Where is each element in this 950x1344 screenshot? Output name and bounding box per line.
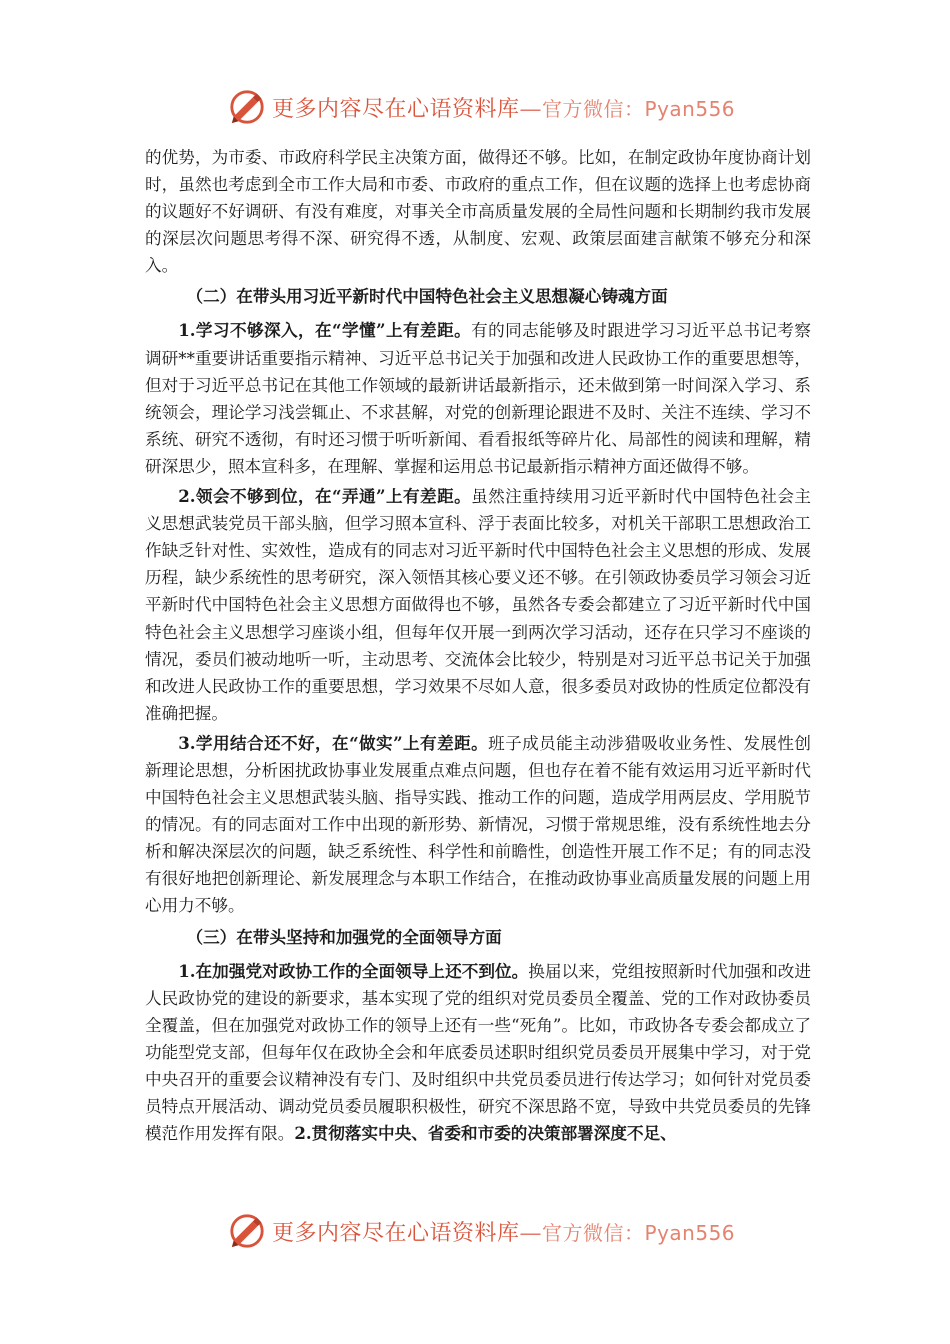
pen-logo-icon — [228, 88, 266, 126]
section-heading-2: （二）在带头用习近平新时代中国特色社会主义思想凝心铸魂方面 — [186, 286, 668, 307]
paragraph-item-4 — [145, 958, 811, 1148]
header-banner — [228, 84, 748, 130]
item-4-text: 换届以来，党组按照新时代加强和改进人民政协党的建设的新要求，基本实现了党的组织对党员委员全覆盖、党的工作对政协委员全覆盖，但在加强党对政协工作的领导上还有一些“死角”。比如，市政协各专委会都成立了功能型党支部，但每年仅在政协全会和年底委员述职时组织党员委员开展集中学习，对于党中央召开的重要会议精神没有专门、及时组织中共党员委员进行传达学习；如何针对党员委员特点开展活动、调动党员委员履职积极性，研究不深思路不宽，导致中共党员委员的先锋模范作用发挥有限。 — [145, 961, 811, 1144]
item-2-text: 虽然注重持续用习近平新时代中国特色社会主义思想武装党员干部头脑，但学习照本宣科、浮于表面比较多，对机关干部职工思想政治工作缺乏针对性、实效性，造成有的同志对习近平新时代中国特色社会主义思想的形成、发展历程，缺少系统性的思考研究，深入领悟其核心要义还不够。在引领政协委员学习领会习近平新时代中国特色社会主义思想方面做得也不够，虽然各专委会都建立了习近平新时代中国特色社会主义思想学习座谈小组，但每年仅开展一到两次学习活动，还存在只学习不座谈的情况，委员们被动地听一听，主动思考、交流体会比较少，特别是对习近平总书记关于加强和改进人民政协工作的重要思想，学习效果不尽如人意，很多委员对政协的性质定位都没有准确把握。 — [145, 487, 811, 723]
item-1-text: 有的同志能够及时跟进学习习近平总书记考察调研**重要讲话重要指示精神、习近平总书记关于加强和改进人民政协工作的重要思想等，但对于习近平总书记在其他工作领域的最新讲话最新指示，还未做到第一时间深入学习、系统领会，理论学习浅尝辄止、不求甚解，对党的创新理论跟进不及时、关注不连续、学习不系统、研究不透彻，有时还习惯于听听新闻、看看报纸等碎片化、局部性的阅读和理解，精研深思少，照本宣科多，在理解、掌握和运用总书记最新指示精神方面还做得不够。 — [145, 321, 811, 476]
pen-logo-icon — [228, 1212, 266, 1250]
paragraph-item-1 — [145, 317, 811, 480]
section-heading-3: （三）在带头坚持和加强党的全面领导方面 — [186, 926, 502, 947]
item-2-title: 2.领会不够到位，在“弄通”上有差距。 — [178, 486, 472, 507]
header-banner-text: 更多内容尽在心语资料库—官方微信：Pyan556 — [272, 96, 736, 122]
footer-banner — [228, 1208, 748, 1254]
paragraph-item-3 — [145, 730, 811, 920]
item-1-title: 1.学习不够深入，在“学懂”上有差距。 — [178, 320, 472, 341]
document-body — [145, 144, 811, 1150]
paragraph-continued: 的优势，为市委、市政府科学民主决策方面，做得还不够。比如，在制定政协年度协商计划时，虽然也考虑到全市工作大局和市委、市政府的重点工作，但在议题的选择上也考虑协商的议题好不好调研、有没有难度，对事关全市高质量发展的全局性问题和长期制约我市发展的深层次问题思考得不深、研究得不透，从制度、宏观、政策层面建言献策不够充分和深入。 — [145, 148, 811, 276]
item-3-text: 班子成员能主动涉猎吸收业务性、发展性创新理论思想，分析困扰政协事业发展重点难点问题，但也存在着不能有效运用习近平新时代中国特色社会主义思想武装头脑、指导实践、推动工作的问题，造成学用两层皮、学用脱节的情况。有的同志面对工作中出现的新形势、新情况，习惯于常规思维，没有系统性地去分析和解决深层次的问题，缺乏系统性、科学性和前瞻性，创造性开展工作不足；有的同志没有很好地把创新理论、新发展理念与本职工作结合，在推动政协事业高质量发展的问题上用心用力不够。 — [145, 733, 811, 916]
item-5-title-start: 2.贯彻落实中央、省委和市委的决策部署深度不足、 — [294, 1123, 677, 1144]
item-3-title: 3.学用结合还不好，在“做实”上有差距。 — [178, 732, 489, 753]
footer-banner-text: 更多内容尽在心语资料库—官方微信：Pyan556 — [272, 1220, 736, 1246]
paragraph-item-2 — [145, 483, 811, 727]
item-4-title: 1.在加强党对政协工作的全面领导上还不到位。 — [178, 960, 529, 981]
